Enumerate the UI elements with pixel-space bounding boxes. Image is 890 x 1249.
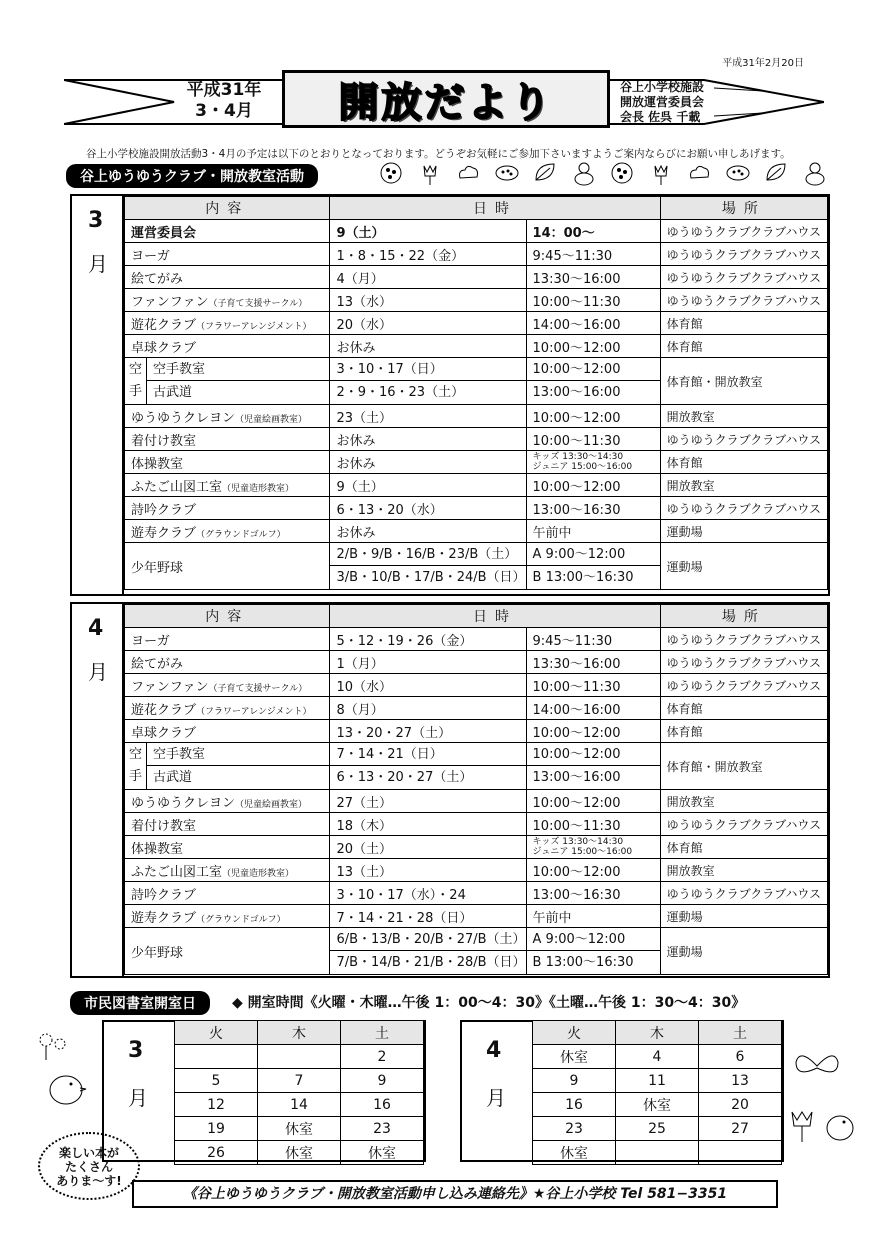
calendar-row: 5 7 9 bbox=[175, 1069, 424, 1093]
month-label: 3 月 bbox=[72, 196, 124, 594]
snowman-icon bbox=[802, 160, 828, 186]
flower-icon bbox=[34, 1030, 70, 1062]
table-row-karate: 空 手 空手教室 古武道 7・14・21（日） 6・13・20・27（土） 10:00〜12:00 13:00〜16:00 体育館・開放教室 bbox=[125, 743, 828, 790]
table-row: ファンファン（子育て支援サークル） 10（水） 10:00〜11:30 ゆうゆうクラブクラブハウス bbox=[125, 674, 828, 697]
library-april: 4 月 火 木 土 休室 4 6 9 11 13 16 休室 20 23 25 27 休室 bbox=[460, 1020, 784, 1162]
table-row: 遊花クラブ（フラワーアレンジメント） 8（月） 14:00〜16:00 体育館 bbox=[125, 697, 828, 720]
table-row-karate: 空 手 空手教室 古武道 3・10・17（日） 2・9・16・23（土） 10:00〜12:00 13:00〜16:00 体育館・開放教室 bbox=[125, 358, 828, 405]
calendar-row: 12 14 16 bbox=[175, 1093, 424, 1117]
decoration-row bbox=[378, 160, 828, 186]
calendar-header: 火 木 土 bbox=[533, 1021, 782, 1045]
calendar-header: 火 木 土 bbox=[175, 1021, 424, 1045]
contact-footer: 《谷上ゆうゆうクラブ・開放教室活動申し込み連絡先》★谷上小学校 Tel 581−3351 bbox=[132, 1180, 778, 1208]
chick-icon bbox=[44, 1068, 88, 1106]
table-row: 遊寿クラブ（グラウンドゴルフ） お休み 午前中 運動場 bbox=[125, 520, 828, 543]
speech-bubble: 楽しい本が たくさん ありま〜す! bbox=[38, 1132, 140, 1200]
period: 平成31年 3・4月 bbox=[186, 80, 262, 121]
library-march: 3 月 火 木 土 2 5 7 9 12 14 16 19 休室 23 26 休室 休室 bbox=[102, 1020, 426, 1162]
table-row: 絵てがみ 1（月） 13:30〜16:00 ゆうゆうクラブクラブハウス bbox=[125, 651, 828, 674]
cloud-icon bbox=[455, 160, 481, 186]
table-row: 卓球クラブ お休み 10:00〜12:00 体育館 bbox=[125, 335, 828, 358]
table-row: 遊寿クラブ（グラウンドゴルフ） 7・14・21・28（日） 午前中 運動場 bbox=[125, 905, 828, 928]
newsletter-title: 開放だより bbox=[282, 70, 610, 128]
table-row: 詩吟クラブ 6・13・20（水） 13:00〜16:30 ゆうゆうクラブクラブハウス bbox=[125, 497, 828, 520]
chick-icon bbox=[822, 1108, 858, 1142]
table-row: ゆうゆうクレヨン（児童絵画教室） 27（土） 10:00〜12:00 開放教室 bbox=[125, 790, 828, 813]
table-row: 着付け教室 18（木） 10:00〜11:30 ゆうゆうクラブクラブハウス bbox=[125, 813, 828, 836]
table-row: ふたご山図工室（児童造形教室） 9（土） 10:00〜12:00 開放教室 bbox=[125, 474, 828, 497]
flower-icon bbox=[378, 160, 404, 186]
calendar-row: 26 休室 休室 bbox=[175, 1141, 424, 1165]
organization: 谷上小学校施設 開放運営委員会 会長 佐呉 千載 bbox=[620, 80, 705, 124]
calendar-row: 23 25 27 bbox=[533, 1117, 782, 1141]
section-label: 谷上ゆうゆうクラブ・開放教室活動 bbox=[66, 164, 318, 188]
library-hours: ◆ 開室時間《火曜・木曜…午後 1：00〜4：30》《土曜…午後 1：30〜4：30》 bbox=[232, 995, 746, 1011]
month-label: 4 月 bbox=[72, 604, 124, 976]
table-row: 詩吟クラブ 3・10・17（水）・24 13:00〜16:30 ゆうゆうクラブクラブハウス bbox=[125, 882, 828, 905]
library-calendar bbox=[174, 1020, 424, 1165]
calendar-row: 2 bbox=[175, 1045, 424, 1069]
table-row: ヨーガ 1・8・15・22（金） 9:45〜11:30 ゆうゆうクラブクラブハウス bbox=[125, 243, 828, 266]
cloud-icon bbox=[686, 160, 712, 186]
table-row: ヨーガ 5・12・19・26（金） 9:45〜11:30 ゆうゆうクラブクラブハウス bbox=[125, 628, 828, 651]
table-row: ゆうゆうクレヨン（児童絵画教室） 23（土） 10:00〜12:00 開放教室 bbox=[125, 405, 828, 428]
table-row-baseball: 少年野球 2/B・9/B・16/B・23/B（土） 3/B・10/B・17/B・24/B（日） A 9:00〜12:00 B 13:00〜16:30 運動場 bbox=[125, 543, 828, 590]
april-schedule bbox=[70, 602, 830, 978]
table-header: 内容 日時 場所 bbox=[125, 605, 828, 628]
tulip-icon bbox=[786, 1108, 818, 1144]
table-row: 運営委員会 9（土） 14：00〜 ゆうゆうクラブクラブハウス bbox=[125, 220, 828, 243]
tulip-icon bbox=[417, 160, 443, 186]
table-row: ふたご山図工室（児童造形教室） 13（土） 10:00〜12:00 開放教室 bbox=[125, 859, 828, 882]
basket-icon bbox=[725, 160, 751, 186]
schedule-table bbox=[124, 196, 828, 590]
basket-icon bbox=[494, 160, 520, 186]
library-calendar bbox=[532, 1020, 782, 1165]
table-row: 体操教室 お休み キッズ 13:30〜14:30 ジュニア 15:00〜16:00 体育館 bbox=[125, 451, 828, 474]
issue-date: 平成31年2月20日 bbox=[722, 58, 804, 69]
calendar-row: 休室 4 6 bbox=[533, 1045, 782, 1069]
flower-icon bbox=[609, 160, 635, 186]
leaf-icon bbox=[532, 160, 558, 186]
calendar-row: 16 休室 20 bbox=[533, 1093, 782, 1117]
table-row: ファンファン（子育て支援サークル） 13（水） 10:00〜11:30 ゆうゆうクラブクラブハウス bbox=[125, 289, 828, 312]
schedule-table bbox=[124, 604, 828, 975]
table-row: 卓球クラブ 13・20・27（土） 10:00〜12:00 体育館 bbox=[125, 720, 828, 743]
calendar-row: 9 11 13 bbox=[533, 1069, 782, 1093]
calendar-row: 19 休室 23 bbox=[175, 1117, 424, 1141]
library-label: 市民図書室開室日 bbox=[70, 991, 210, 1015]
leaf-icon bbox=[763, 160, 789, 186]
march-schedule bbox=[70, 194, 830, 596]
calendar-row: 休室 bbox=[533, 1141, 782, 1165]
table-header: 内容 日時 場所 bbox=[125, 197, 828, 220]
table-row-baseball: 少年野球 6/B・13/B・20/B・27/B（土） 7/B・14/B・21/B・28/B（日） A 9:00〜12:00 B 13:00〜16:30 運動場 bbox=[125, 928, 828, 975]
snowman-icon bbox=[571, 160, 597, 186]
tulip-icon bbox=[648, 160, 674, 186]
table-row: 絵てがみ 4（月） 13:30〜16:00 ゆうゆうクラブクラブハウス bbox=[125, 266, 828, 289]
table-row: 遊花クラブ（フラワーアレンジメント） 20（水） 14:00〜16:00 体育館 bbox=[125, 312, 828, 335]
table-row: 着付け教室 お休み 10:00〜11:30 ゆうゆうクラブクラブハウス bbox=[125, 428, 828, 451]
table-row: 体操教室 20（土） キッズ 13:30〜14:30 ジュニア 15:00〜16:00 体育館 bbox=[125, 836, 828, 859]
intro-text: 谷上小学校施設開放活動3・4月の予定は以下のとおりとなっております。どうぞお気軽にご参加下さいますようご案内ならびにお願い申しあげます。 bbox=[86, 148, 791, 160]
butterfly-icon bbox=[792, 1048, 842, 1084]
